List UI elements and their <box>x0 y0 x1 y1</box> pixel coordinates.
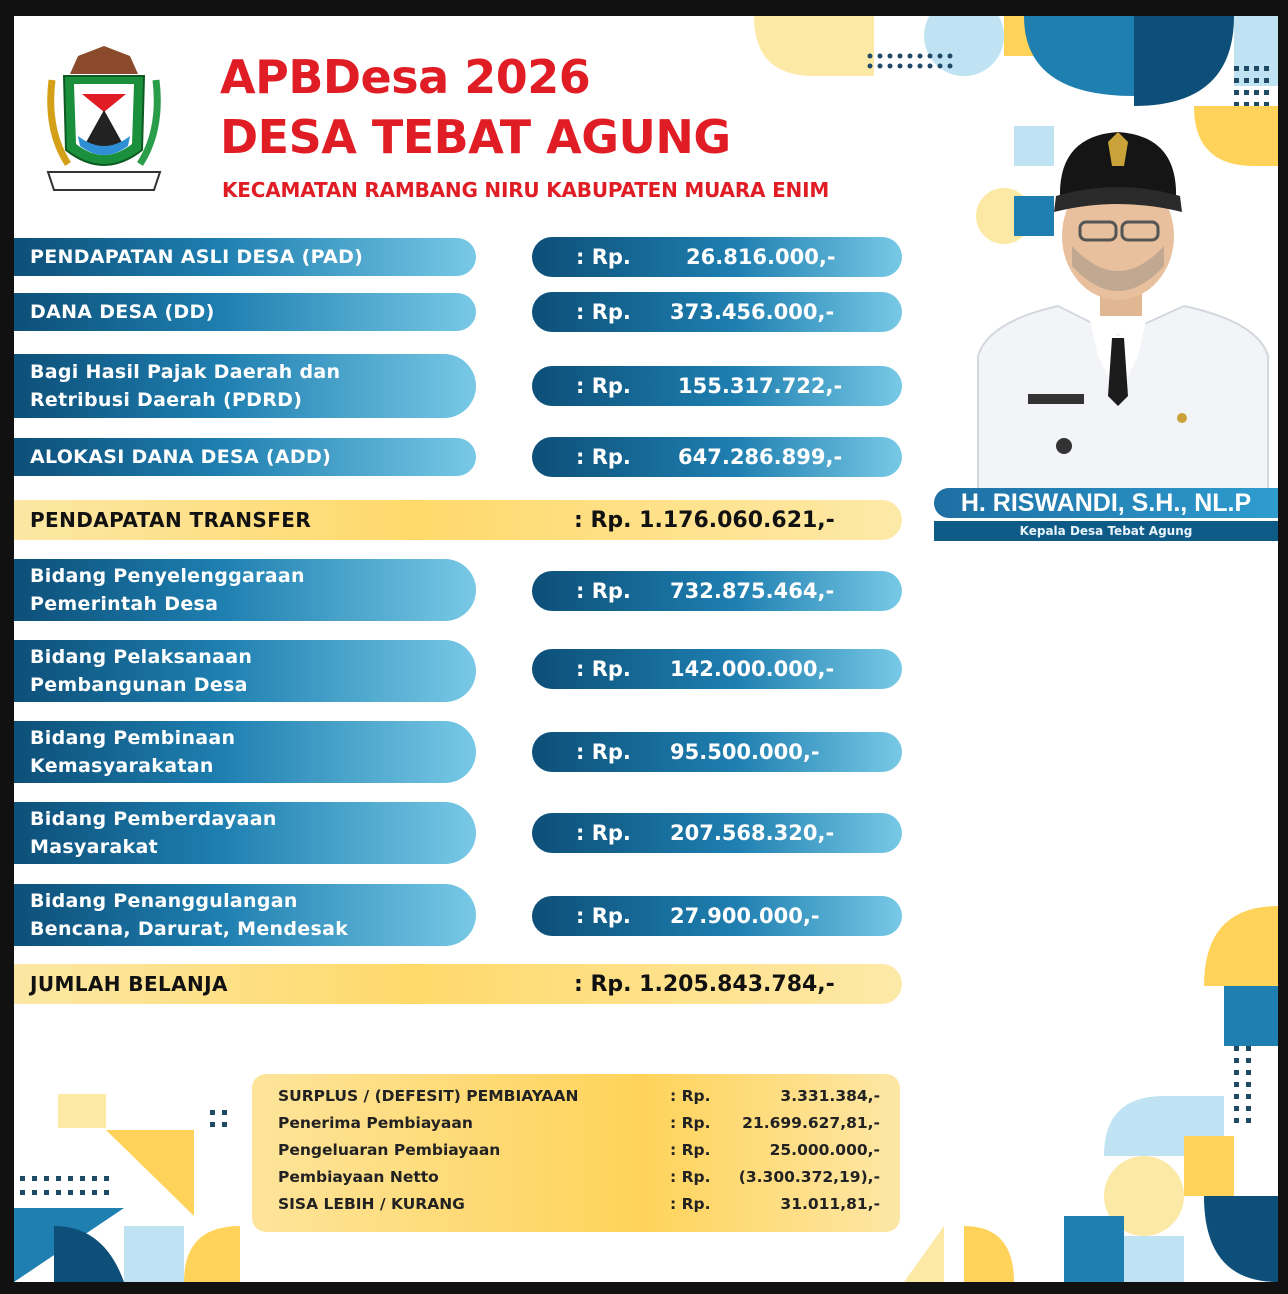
income-label-dd: DANA DESA (DD) <box>14 293 476 331</box>
spending-label-bencana: Bidang Penanggulangan Bencana, Darurat, Mendesak <box>14 884 476 946</box>
income-label-pad: PENDAPATAN ASLI DESA (PAD) <box>14 238 476 276</box>
spending-value-pemberdayaan: : Rp. 207.568.320,- <box>532 813 902 853</box>
spending-value-bencana: : Rp. 27.900.000,- <box>532 896 902 936</box>
financing-row: Penerima Pembiayaan : Rp. 21.699.627,81,- <box>278 1114 880 1132</box>
financing-row: Pembiayaan Netto : Rp. (3.300.372,19),- <box>278 1168 880 1186</box>
income-label-add: ALOKASI DANA DESA (ADD) <box>14 438 476 476</box>
spending-value-pembangunan: : Rp. 142.000.000,- <box>532 649 902 689</box>
decorative-shapes-bottom-right <box>904 896 1278 1282</box>
financing-summary-box <box>252 1074 900 1232</box>
spending-value-pembinaan: : Rp. 95.500.000,- <box>532 732 902 772</box>
transfer-total-value: : Rp. 1.176.060.621,- <box>574 507 835 533</box>
district-subtitle: KECAMATAN RAMBANG NIRU KABUPATEN MUARA ENIM <box>222 178 830 202</box>
spending-total-label: JUMLAH BELANJA <box>30 972 228 996</box>
income-value-pdrd: : Rp. 155.317.722,- <box>532 366 902 406</box>
spending-label-pemberdayaan: Bidang Pemberdayaan Masyarakat <box>14 802 476 864</box>
spending-label-pemerintahan: Bidang Penyelenggaraan Pemerintah Desa <box>14 559 476 621</box>
income-label-pdrd: Bagi Hasil Pajak Daerah dan Retribusi Daerah (PDRD) <box>14 354 476 418</box>
poster-title: APBDesa 2026 <box>220 50 591 104</box>
village-head-portrait <box>968 126 1274 506</box>
spending-value-pemerintahan: : Rp. 732.875.464,- <box>532 571 902 611</box>
transfer-total-label: PENDAPATAN TRANSFER <box>30 508 312 532</box>
financing-row: SURPLUS / (DEFESIT) PEMBIAYAAN : Rp. 3.331.384,- <box>278 1087 880 1105</box>
spending-total-value: : Rp. 1.205.843.784,- <box>574 971 835 997</box>
financing-row: Pengeluaran Pembiayaan : Rp. 25.000.000,- <box>278 1141 880 1159</box>
official-role: Kepala Desa Tebat Agung <box>934 521 1278 541</box>
spending-label-pembinaan: Bidang Pembinaan Kemasyarakatan <box>14 721 476 783</box>
village-emblem-logo <box>38 40 170 200</box>
spending-label-pembangunan: Bidang Pelaksanaan Pembangunan Desa <box>14 640 476 702</box>
transfer-total-bar <box>14 500 902 540</box>
poster <box>14 16 1278 1282</box>
village-name: DESA TEBAT AGUNG <box>220 110 731 164</box>
income-value-pad: : Rp. 26.816.000,- <box>532 237 902 277</box>
financing-row: SISA LEBIH / KURANG : Rp. 31.011,81,- <box>278 1195 880 1213</box>
income-value-add: : Rp. 647.286.899,- <box>532 437 902 477</box>
income-value-dd: : Rp. 373.456.000,- <box>532 292 902 332</box>
decorative-shapes-bottom-left <box>14 1076 254 1282</box>
spending-total-bar <box>14 964 902 1004</box>
official-name: H. RISWANDI, S.H., NL.P <box>934 488 1278 518</box>
